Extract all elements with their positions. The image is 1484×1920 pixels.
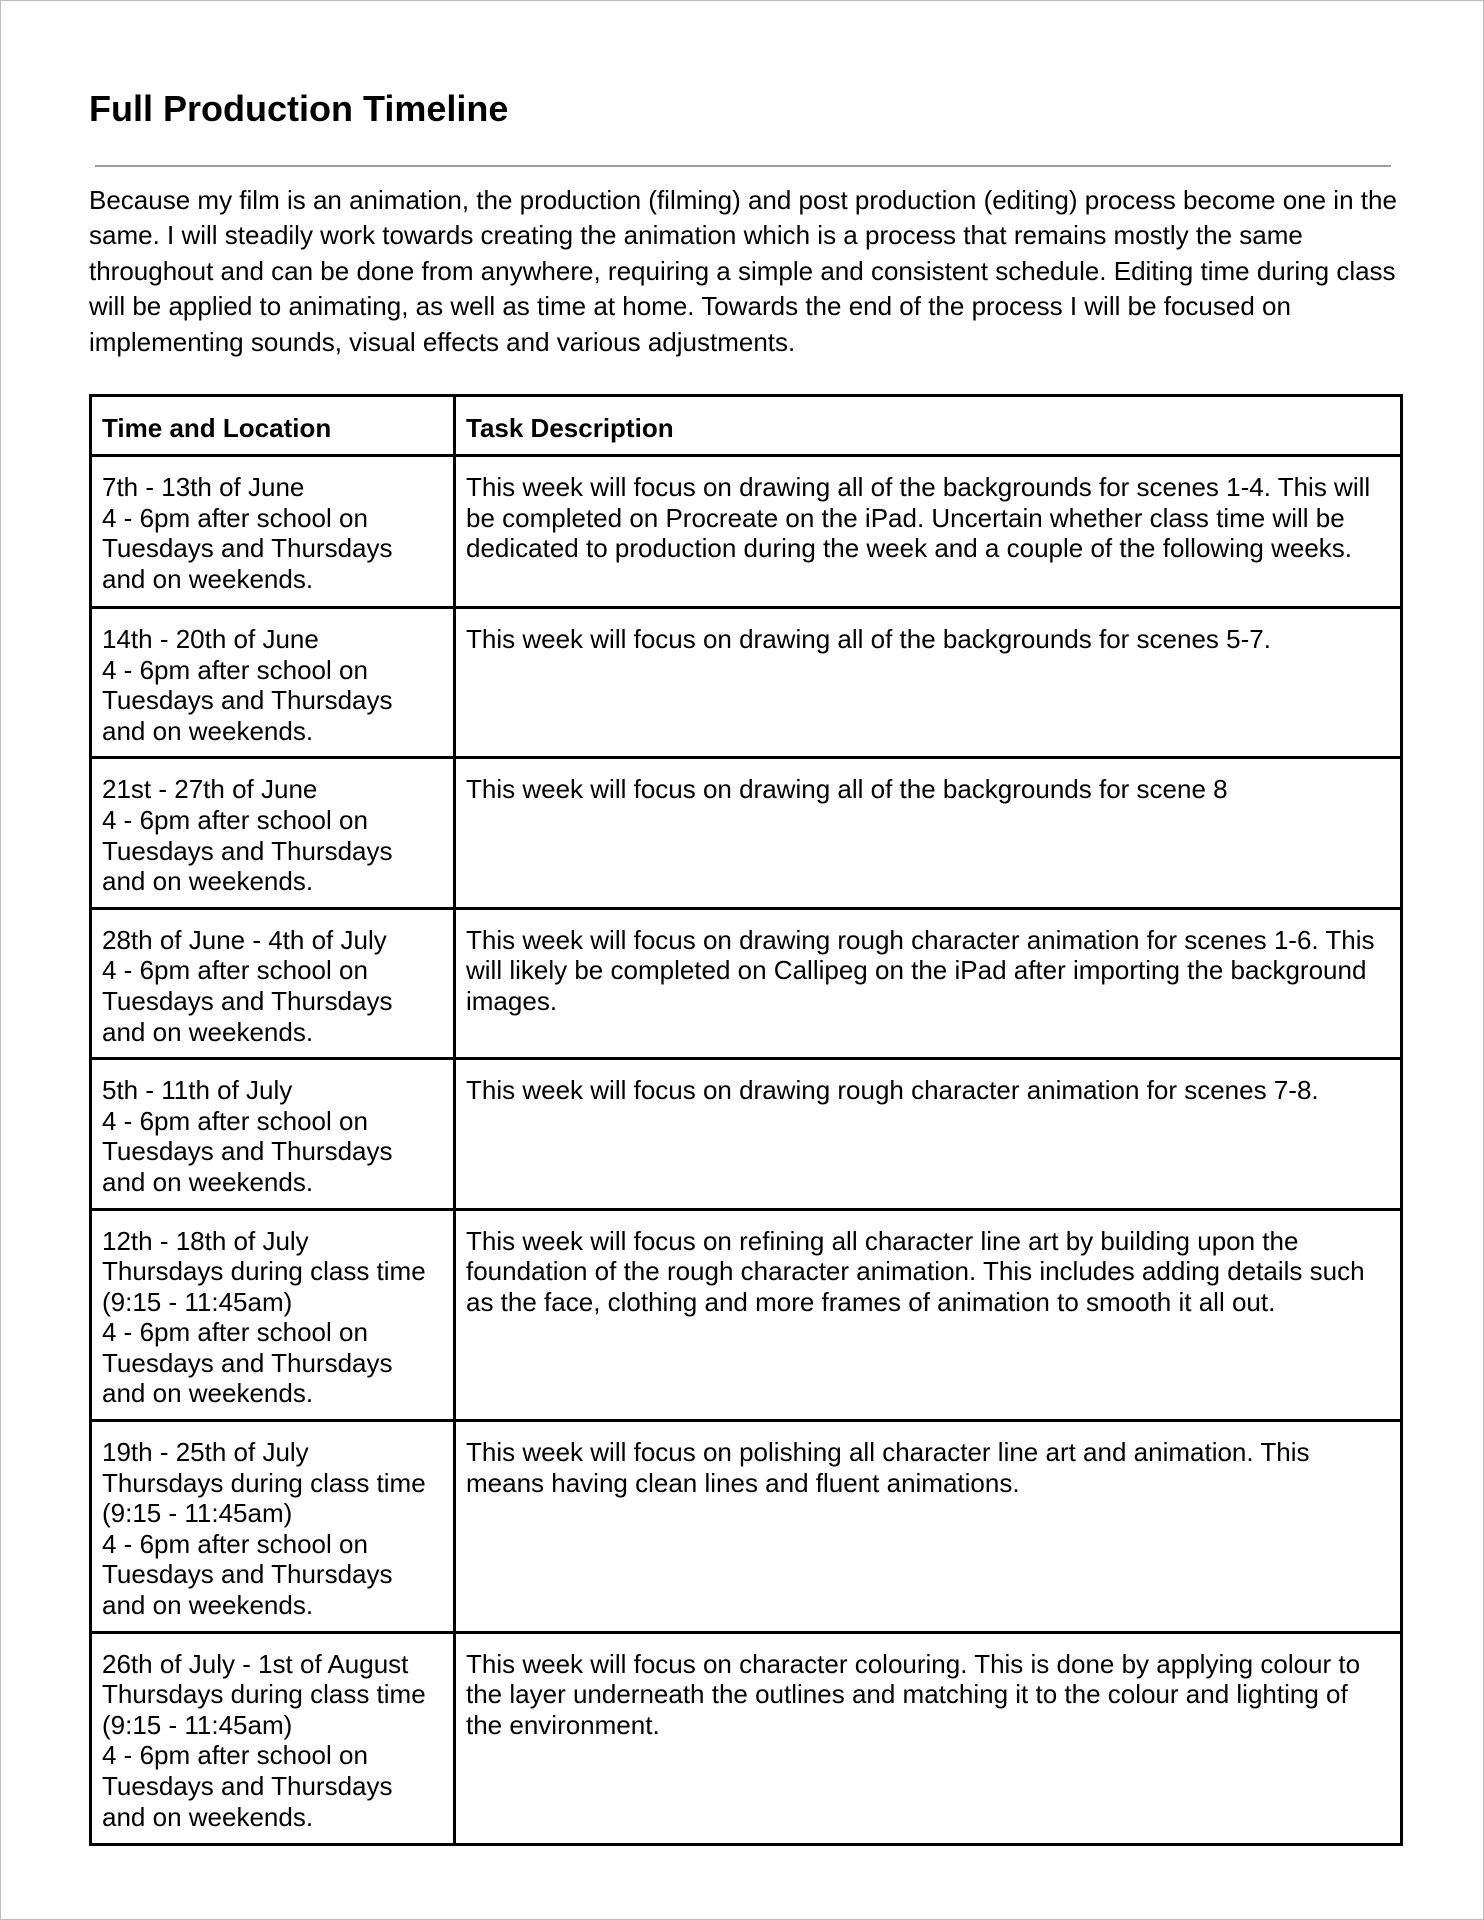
time-line: Tuesdays and Thursdays [102, 1559, 393, 1590]
time-line: and on weekends. [102, 1801, 314, 1832]
time-location-cell [91, 908, 455, 1058]
time-line: and on weekends. [102, 1016, 314, 1047]
time-location-cell [91, 456, 455, 608]
time-line: 4 - 6pm after school on [102, 502, 368, 533]
time-line: 28th of June - 4th of July [102, 924, 387, 955]
time-location-cell [91, 608, 455, 758]
time-line: 19th - 25th of July [102, 1437, 309, 1468]
time-location-cell [91, 1421, 455, 1633]
intro-paragraph: Because my film is an animation, the production (filming) and post production (editing) process become one in the same. I will steadily work towards creating the animation which is a process that remains mostly the same throughout and can be done from anywhere, requiring a simple and consistent schedule. Editing time during class will be applied to animating, as well as time at home. Towards the end of the process I will be focused on implementing sounds, visual effects and various adjustments. [89, 185, 1397, 357]
task-description-cell: This week will focus on polishing all character line art and animation. This means having clean lines and fluent animations. [455, 1421, 1402, 1633]
time-line: Thursdays during class time [102, 1679, 426, 1710]
table-row [91, 908, 1402, 1058]
time-location-cell [91, 1059, 455, 1209]
time-line: 26th of July - 1st of August [102, 1648, 409, 1679]
production-timeline-table [89, 394, 1403, 1846]
time-line: 4 - 6pm after school on [102, 804, 368, 835]
time-line: Tuesdays and Thursdays [102, 1771, 393, 1801]
time-line: and on weekends. [102, 1590, 314, 1621]
time-line: and on weekends. [102, 866, 314, 897]
time-line: Tuesdays and Thursdays [102, 1136, 393, 1167]
time-line: Tuesdays and Thursdays [102, 533, 393, 564]
task-description-cell: This week will focus on drawing rough character animation for scenes 1-6. This will likely be completed on Callipeg on the iPad after importing the background images. [455, 908, 1402, 1058]
table-header-row [91, 396, 1402, 456]
page-title: Full Production Timeline [89, 88, 509, 129]
header-task-description: Task Description [455, 396, 1402, 456]
table-row [91, 608, 1402, 758]
table-row [91, 1632, 1402, 1844]
time-line: 4 - 6pm after school on [102, 1105, 368, 1136]
table-row [91, 456, 1402, 608]
task-description-cell: This week will focus on character colouring. This is done by applying colour to the layer underneath the outlines and matching it to the colour and lighting of the environment. [455, 1632, 1402, 1844]
table-row [91, 1209, 1402, 1421]
time-line: Tuesdays and Thursdays [102, 835, 393, 866]
time-location-cell [91, 1632, 455, 1844]
table-row [91, 1421, 1402, 1633]
task-description-cell: This week will focus on drawing all of the backgrounds for scenes 5-7. [455, 608, 1402, 758]
time-line: and on weekends. [102, 715, 314, 746]
time-line: 4 - 6pm after school on [102, 955, 368, 986]
time-line: 5th - 11th of July [102, 1075, 293, 1106]
time-line: 4 - 6pm after school on [102, 1528, 368, 1559]
table-row [91, 1059, 1402, 1209]
time-line: (9:15 - 11:45am) [102, 1286, 293, 1317]
time-location-cell [91, 1209, 455, 1421]
time-line: 4 - 6pm after school on [102, 1317, 368, 1348]
time-line: 21st - 27th of June [102, 774, 318, 805]
horizontal-divider [95, 165, 1391, 167]
time-line: and on weekends. [102, 563, 314, 594]
time-line: Tuesdays and Thursdays [102, 1347, 393, 1378]
header-time-location: Time and Location [91, 396, 455, 456]
time-line: 4 - 6pm after school on [102, 1740, 368, 1771]
task-description-cell: This week will focus on refining all character line art by building upon the foundation of the rough character animation. This includes adding details such as the face, clothing and more frames of animation to smooth it all out. [455, 1209, 1402, 1421]
table-row [91, 758, 1402, 908]
time-line: 4 - 6pm after school on [102, 654, 368, 685]
task-description-cell: This week will focus on drawing all of the backgrounds for scenes 1-4. This will be completed on Procreate on the iPad. Uncertain whether class time will be dedicated to production during the week and a couple of the following weeks. [455, 456, 1402, 608]
time-line: 14th - 20th of June [102, 624, 319, 654]
time-line: Tuesdays and Thursdays [102, 685, 393, 716]
time-line: 7th - 13th of June [102, 472, 305, 502]
time-line: Thursdays during class time [102, 1256, 426, 1287]
time-line: Tuesdays and Thursdays [102, 985, 393, 1016]
time-line: Thursdays during class time [102, 1467, 426, 1498]
time-line: (9:15 - 11:45am) [102, 1709, 293, 1740]
time-location-cell [91, 758, 455, 908]
time-line: (9:15 - 11:45am) [102, 1498, 293, 1529]
time-line: and on weekends. [102, 1378, 314, 1409]
task-description-cell: This week will focus on drawing rough character animation for scenes 7-8. [455, 1059, 1402, 1209]
time-line: 12th - 18th of July [102, 1225, 309, 1256]
time-line: and on weekends. [102, 1166, 314, 1197]
task-description-cell: This week will focus on drawing all of the backgrounds for scene 8 [455, 758, 1402, 908]
